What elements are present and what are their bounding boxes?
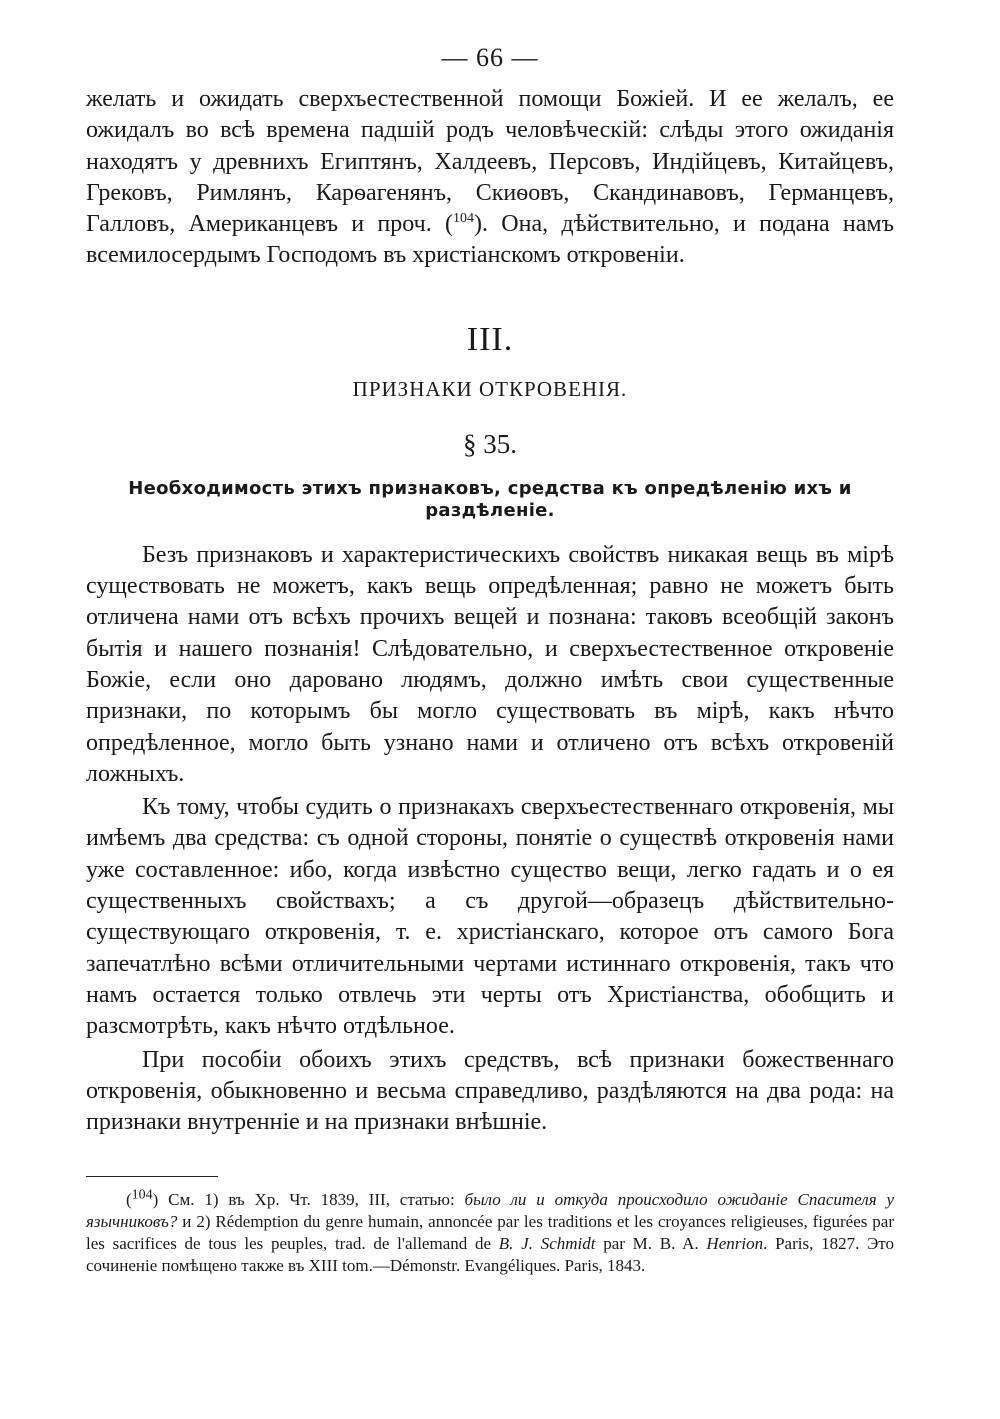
body-paragraph-2: Къ тому, чтобы судить о признакахъ сверхъестественнаго откровенія, мы имѣемъ два средства: съ одной стороны, понятіе о существѣ откровенія нами уже составленное: ибо, когда извѣстно существо вещи, легко гадать и о ея существенныхъ свойствахъ; а съ другой—образецъ дѣйствительно-существующаго откровенія, т. е. христіанскаго, которое отъ самого Бога запечатлѣно всѣми отличительными чертами истиннаго откровенія, такъ что намъ остается только отвлечь эти черты отъ Христіанства, обобщить и разсмотрѣть, какъ нѣчто отдѣльное. [86,794,894,1040]
footnote-number: 104 [131,1187,153,1203]
main-text [86,540,894,1139]
footnote-reference[interactable]: 104 [452,211,474,227]
footnote-divider [86,1176,218,1177]
section-subtitle: Необходимость этихъ признаковъ, средства къ опредѣленію ихъ и раздѣленіе. [128,477,852,521]
footnote-text-2: и 2) Rédemption du genre humain, annoncée par les traditions et les croyances religieuses, figurées par les sacrifices de tous les peuples, trad. de l'allemand de [86,1212,894,1254]
opening-paragraph-text-end: ). Она, дѣйствительно, и подана намъ всемилосердымъ Господомъ въ христіанскомъ откровеніи. [86,211,895,269]
section-number: § 35. [463,428,517,459]
footnote-author: B. J. Schmidt [498,1234,596,1254]
footnote-text-1: ) См. 1) въ Хр. Чт. 1839, III, статью: [152,1190,465,1210]
footnote-text-3: par M. B. A. [595,1234,707,1254]
footnote: ($^{104}$) См. 1) въ Хр. Чт. 1839, III, статью: было ли и откуда происходило ожиданіе Спасителя у язычниковъ? и 2) Rédemption du genre humain, annoncée par les traditions et les croyances religieuses, figurées par les sacrifices de tous les peuples, trad. de l'allemand de B. J. Schmidt par M. B. A. Henrion. Paris, 1827. Это сочиненіе помѣщено также въ XIII tom.—Démonstr. Evangéliques. Paris, 1843. [86,1187,894,1275]
footnote-article-title: было ли и откуда происходило ожиданіе Спасителя у язычниковъ? [86,1190,894,1232]
footnote-text-4: . Paris, 1827. Это сочиненіе помѣщено также въ XIII tom.—Démonstr. Evangéliques. Paris, 1843. [86,1234,894,1275]
book-page [86,40,894,1277]
opening-paragraph [86,84,894,272]
page-number: — 66 — [441,43,539,72]
opening-paragraph-text: желать и ожидать сверхъестественной помощи Божіей. И ее желалъ, ее ожидалъ во всѣ времена падшій родъ человѣческій: слѣды этого ожиданія находятъ у древнихъ Египтянъ, Халдеевъ, Персовъ, Индійцевъ, Китайцевъ, Грековъ, Римлянъ, Карѳагенянъ, Скиѳовъ, Скандинавовъ, Германцевъ, Галловъ, Американцевъ и проч. ( [86,86,894,238]
chapter-number: III. [466,320,514,358]
footnote-translator: Henrion [706,1234,764,1254]
chapter-title: ПРИЗНАКИ ОТКРОВЕНІЯ. [352,376,628,401]
body-paragraph-1: Безъ признаковъ и характеристическихъ свойствъ никакая вещь въ мірѣ существовать не можетъ, какъ вещь опредѣленная; равно не можетъ быть отличена нами отъ всѣхъ прочихъ вещей и познана: таковъ всеобщій законъ бытія и нашего познанія! Слѣдовательно, и сверхъестественное откровеніе Божіе, если оно даровано людямъ, должно имѣть свои существенные признаки, по которымъ бы могло существовать въ мірѣ, какъ нѣчто опредѣленное, могло быть узнано нами и отличено отъ всѣхъ откровеній ложныхъ. [86,541,894,787]
body-paragraph-3: При пособіи обоихъ этихъ средствъ, всѣ признаки божественнаго откровенія, обыкновенно и весьма справедливо, раздѣляются на два рода: на признаки внутренніе и на признаки внѣшніе. [86,1046,894,1136]
